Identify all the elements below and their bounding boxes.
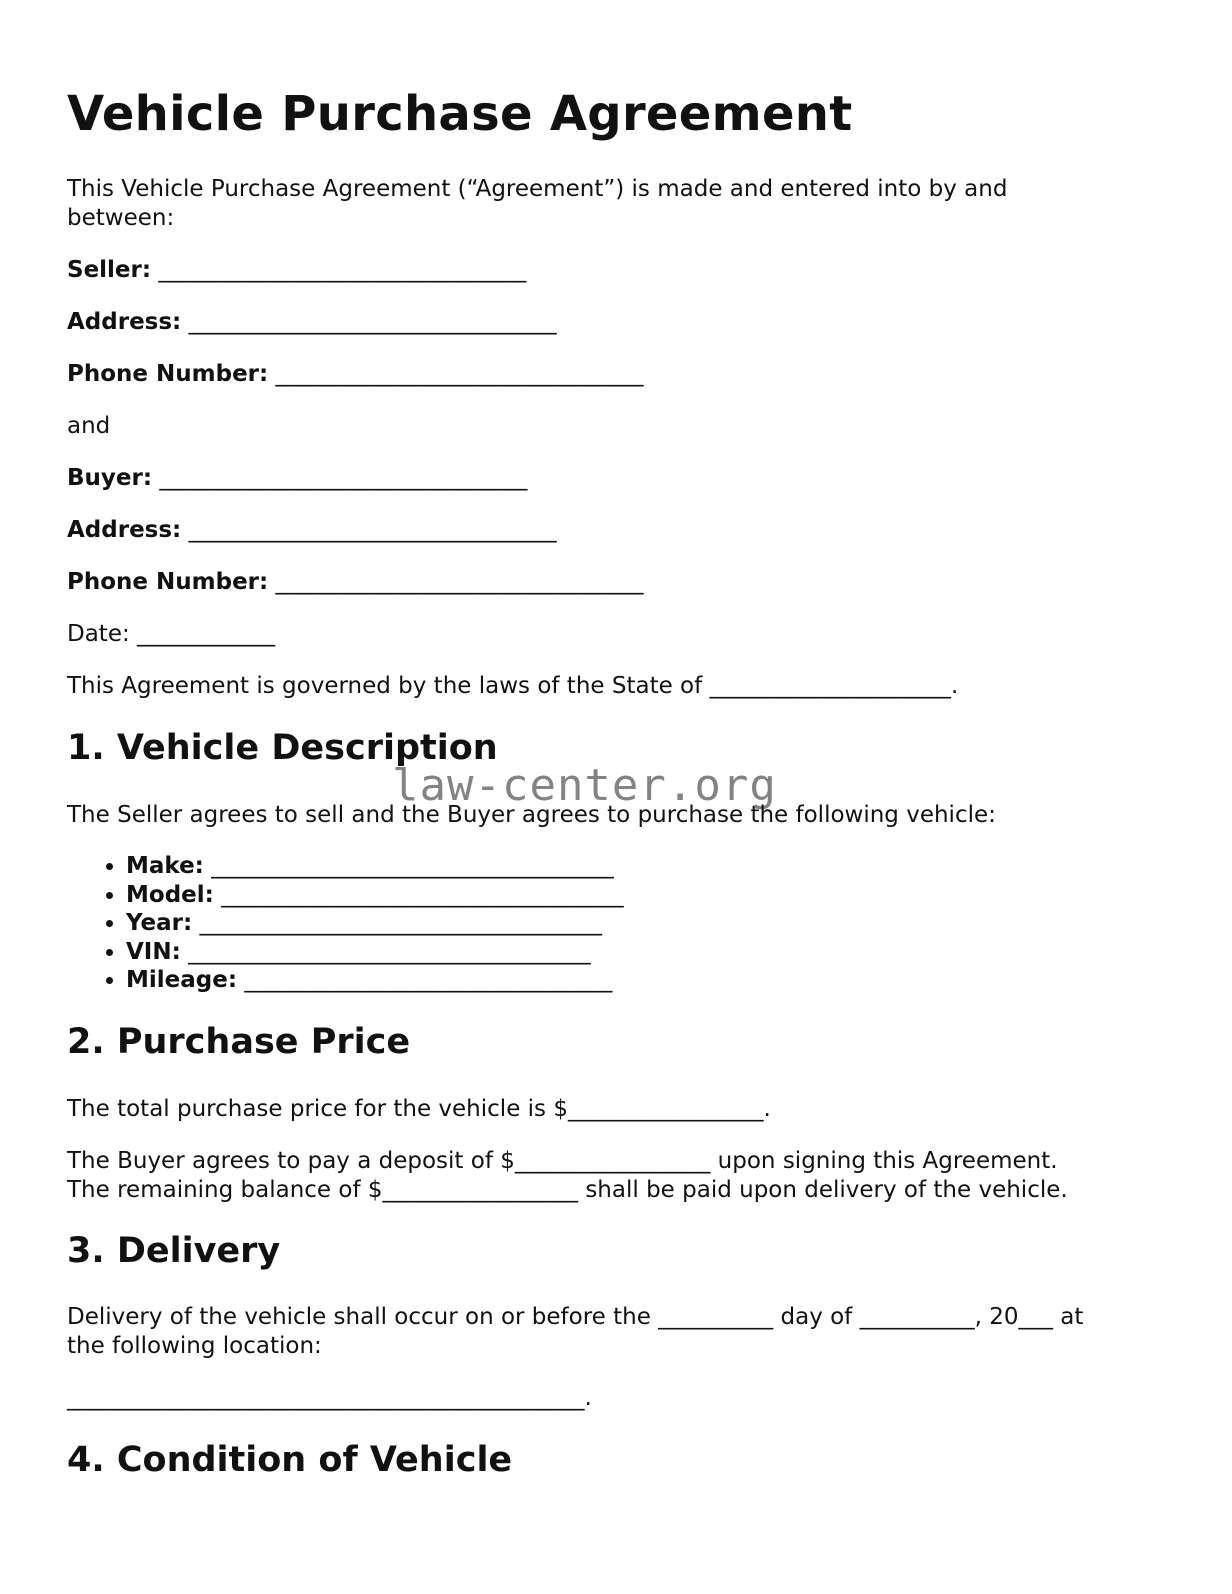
document-title: Vehicle Purchase Agreement [67,86,853,142]
intro-text-continued: between: [67,205,175,231]
date-line: Date: ____________ [67,621,276,647]
intro-text: This Vehicle Purchase Agreement (“Agreement”) is made and entered into by and [67,176,1008,202]
buyer-address-label: Address: [67,517,182,543]
buyer-address-line [67,516,557,545]
make-blank[interactable]: ___________________________________ [211,853,614,879]
make-label: Make: [126,853,204,879]
buyer-phone-label: Phone Number: [67,569,269,595]
buyer-phone-line [67,568,644,597]
list-item [126,881,624,910]
mileage-blank[interactable]: ________________________________ [244,967,613,993]
section-heading-delivery: 3. Delivery [67,1231,281,1271]
seller-phone-blank[interactable]: ________________________________ [275,361,644,387]
seller-name-blank[interactable]: ________________________________ [158,257,527,283]
seller-address-blank[interactable]: ________________________________ [188,309,557,335]
balance-line: The remaining balance of $_________________ shall be paid upon delivery of the vehicle. [67,1177,1068,1203]
vin-blank[interactable]: ___________________________________ [188,938,591,965]
seller-phone-line [67,360,644,389]
mileage-label: Mileage: [126,967,238,993]
model-label: Model: [126,881,214,908]
section-heading-purchase-price: 2. Purchase Price [67,1022,411,1062]
vin-label: VIN: [126,938,181,965]
section-heading-vehicle-description: 1. Vehicle Description [67,728,498,768]
delivery-date-line: Delivery of the vehicle shall occur on or before the __________ day of __________, 20___ at [67,1304,1084,1330]
purchase-price-line: The total purchase price for the vehicle is $_________________. [67,1096,771,1122]
list-item [126,966,624,995]
section-heading-condition: 4. Condition of Vehicle [67,1440,513,1480]
model-blank[interactable]: ___________________________________ [221,881,624,908]
vehicle-details-list [67,852,624,995]
seller-name-line [67,256,526,285]
list-item [126,938,624,967]
year-blank[interactable]: ___________________________________ [199,910,603,936]
buyer-phone-blank[interactable]: ________________________________ [275,569,644,595]
buyer-name-line [67,464,527,493]
delivery-location-blank: _____________________________________________. [67,1385,592,1411]
year-label: Year: [126,910,193,936]
governing-law-line: This Agreement is governed by the laws of the State of _____________________. [67,673,959,699]
and-text: and [67,413,111,439]
seller-address-line [67,308,557,337]
buyer-name-blank[interactable]: ________________________________ [159,465,528,491]
buyer-address-blank[interactable]: ________________________________ [188,517,557,543]
list-item [126,852,624,881]
deposit-line: The Buyer agrees to pay a deposit of $_________________ upon signing this Agreement. [67,1148,1058,1174]
seller-name-label: Seller: [67,257,152,283]
list-item [126,909,624,938]
vehicle-description-text: The Seller agrees to sell and the Buyer agrees to purchase the following vehicle: [67,802,996,828]
seller-phone-label: Phone Number: [67,361,269,387]
seller-address-label: Address: [67,309,182,335]
watermark: law-center.org [392,760,777,811]
buyer-name-label: Buyer: [67,465,153,491]
delivery-location-intro: the following location: [67,1333,322,1359]
